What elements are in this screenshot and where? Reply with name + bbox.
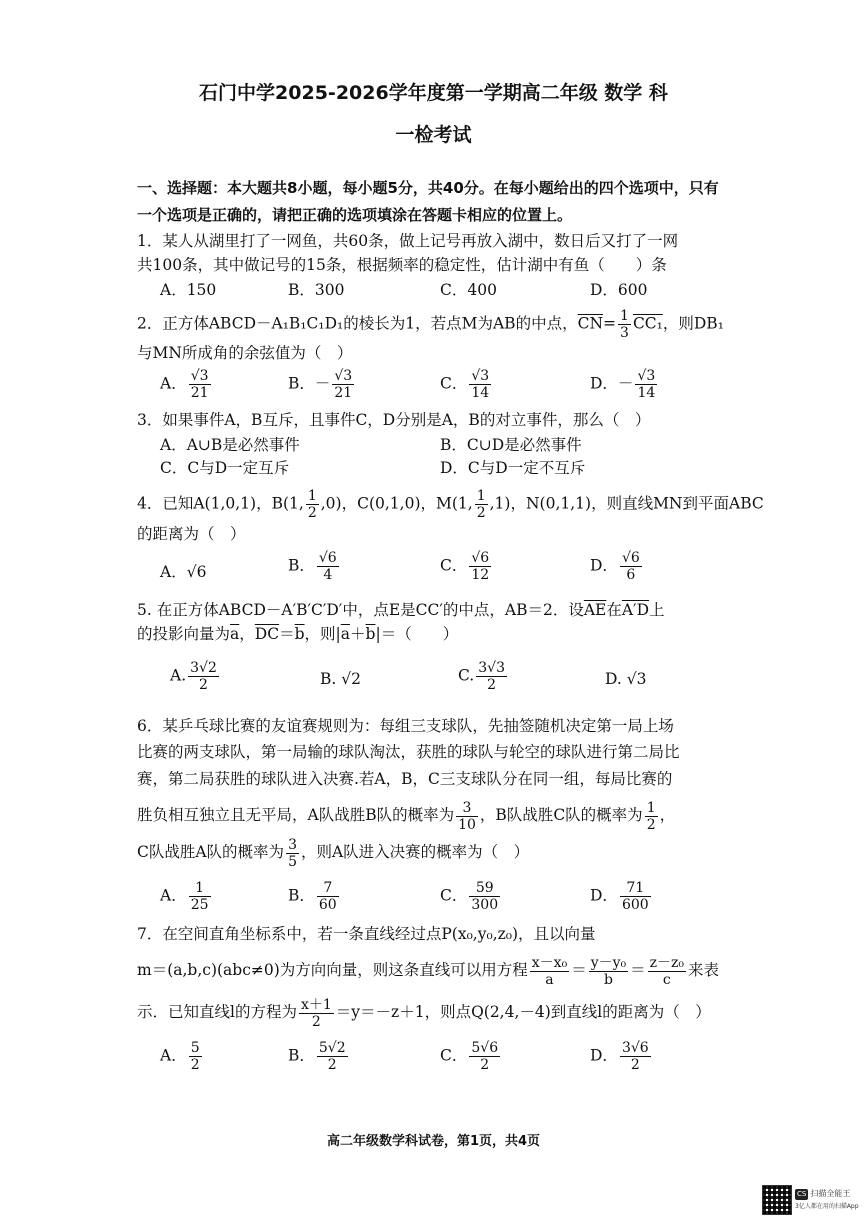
- q7-text-2: m＝(a,b,c)(abc≠0)为方向向量，则这条直线可以用方程 $\frac{\text{x－x₀}}{a}$ ＝ $\frac{\text{y－y₀}}{b}$ ＝ $\frac{\text{z－z₀}}{c}$ 来表: [137, 954, 720, 988]
- q2-text-a: 2．正方体ABCD－A₁B₁C₁D₁的棱长为1，若点M为AB的中点，: [137, 314, 578, 333]
- q7-option-a: A． $\frac{5}{2}$: [160, 1040, 200, 1073]
- q2-text-2: 与MN所成角的余弦值为（ ）: [137, 344, 353, 362]
- q2-text-1: [137, 308, 724, 341]
- q5-option-c: C. $\frac{3√3}{2}$: [458, 660, 505, 693]
- q2-option-b: B．－ $\frac{√3}{21}$: [288, 368, 353, 401]
- q2-eq: =: [603, 314, 617, 333]
- q4-text-2: 的距离为（ ）: [137, 525, 246, 543]
- q7-option-d: D． $\frac{3√6}{2}$: [590, 1040, 649, 1073]
- q6-option-b: B． $\frac{7}{60}$: [288, 880, 337, 913]
- q3-option-a: A．A∪B是必然事件: [160, 436, 300, 454]
- q3-option-c: C．C与D一定互斥: [160, 459, 290, 477]
- q6-text-1: 6．某乒乓球比赛的友谊赛规则为：每组三支球队，先抽签随机决定第一局上场: [137, 717, 674, 735]
- q2-option-a: A． $\frac{√3}{21}$: [160, 368, 209, 401]
- q1-option-b: B．300: [288, 281, 345, 299]
- q2-option-d: D．－ $\frac{√3}{14}$: [590, 368, 656, 401]
- q6-text-2: 比赛的两支球队，第一局输的球队淘汰，获胜的球队与轮空的球队进行第二局比: [137, 743, 680, 761]
- q4-option-c: C． $\frac{√6}{12}$: [440, 550, 490, 583]
- scanner-brand: 扫描全能王: [810, 1189, 851, 1198]
- q4-option-b: B． $\frac{√6}{4}$: [288, 550, 337, 583]
- scanner-subtitle: 3亿人都在用的扫描App: [795, 1203, 859, 1210]
- q6-text-5: C队战胜A队的概率为 $\frac{3}{5}$ ，则A队进入决赛的概率为（ ）: [137, 836, 530, 870]
- q6-option-a: A． $\frac{1}{25}$: [160, 880, 209, 913]
- q5-text-2: 的投影向量为$\overline{a}$，$\overline{DC}=\overline{b}$，则$|\overline{a}+\overline{b}|=$（ ）: [137, 625, 459, 643]
- section-instructions-1: 一、选择题：本大题共8小题，每小题5分，共40分。在每小题给出的四个选项中，只有: [137, 179, 719, 197]
- q5-option-d: D. √3: [605, 670, 647, 688]
- q6-text-3: 赛，第二局获胜的球队进入决赛.若A，B，C三支球队分在同一组，每局比赛的: [137, 770, 673, 788]
- q7-option-c: C． $\frac{5√6}{2}$: [440, 1040, 499, 1073]
- q3-option-b: B．C∪D是必然事件: [440, 436, 582, 454]
- q5-option-a: A. $\frac{3√2}{2}$: [170, 660, 217, 693]
- q3-text: 3．如果事件A，B互斥，且事件C，D分别是A，B的对立事件，那么（ ）: [137, 411, 651, 429]
- q5-text-1: 5. 在正方体ABCD－A′B′C′D′中，点E是CC′的中点，AB＝2．设$\overline{AE}$在A′D上: [137, 601, 665, 619]
- q1-option-c: C．400: [440, 281, 497, 299]
- section-instructions-2: 一个选项是正确的，请把正确的选项填涂在答题卡相应的位置上。: [137, 206, 573, 224]
- q4-option-a: A．√6: [160, 563, 207, 581]
- q1-option-a: A．150: [160, 281, 217, 299]
- q7-text-1: 7．在空间直角坐标系中，若一条直线经过点P(x₀,y₀,z₀)，且以向量: [137, 925, 596, 943]
- scanner-badge: CS: [797, 1190, 807, 1198]
- q2-option-c: C． $\frac{√3}{14}$: [440, 368, 490, 401]
- page-subtitle: 一检考试: [395, 124, 472, 146]
- q1-text-2: 共100条，其中做记号的15条，根据频率的稳定性，估计湖中有鱼（ ）条: [137, 256, 667, 274]
- q7-text-3: 示．已知直线l的方程为 $\frac{x+1}{2}$ ＝y＝－z＋1，则点Q(2,4,－4)到直线l的距离为（ ）: [137, 996, 711, 1030]
- q6-option-d: D． $\frac{71}{600}$: [590, 880, 649, 913]
- qr-code-icon: [762, 1185, 792, 1215]
- q1-text-1: 1．某人从湖里打了一网鱼，共60条，做上记号再放入湖中，数日后又打了一网: [137, 232, 679, 250]
- q4-text-1: 4．已知A(1,0,1)，B(1, $\frac{1}{2}$ ,0)，C(0,1,0)，M(1, $\frac{1}{2}$ ,1)，N(0,1,1)，则直线MN到平面ABC: [137, 488, 764, 521]
- q2-fraction: $\frac{1}{3}$: [620, 308, 629, 341]
- q6-option-c: C． $\frac{59}{300}$: [440, 880, 499, 913]
- q5-option-b: B. √2: [320, 670, 361, 688]
- q2-vector-cn: $\overline{CN}$: [577, 314, 604, 333]
- scanner-watermark: [795, 1188, 865, 1212]
- page-footer: 高二年级数学科试卷，第1页，共4页: [326, 1134, 541, 1149]
- q3-option-d: D．C与D一定不互斥: [440, 459, 586, 477]
- q1-option-d: D．600: [590, 281, 648, 299]
- q6-text-4: 胜负相互独立且无平局，A队战胜B队的概率为 $\frac{3}{10}$ ，B队战胜C队的概率为 $\frac{1}{2}$ ，: [137, 799, 676, 833]
- q2-vector-cc1: CC₁: [632, 314, 663, 333]
- page-title: 石门中学2025-2026学年度第一学期高二年级 数学 科: [199, 82, 668, 104]
- q2-text-b: ，则DB₁: [662, 314, 724, 333]
- q4-option-d: D． $\frac{√6}{6}$: [590, 550, 640, 583]
- q7-option-b: B． $\frac{5√2}{2}$: [288, 1040, 346, 1073]
